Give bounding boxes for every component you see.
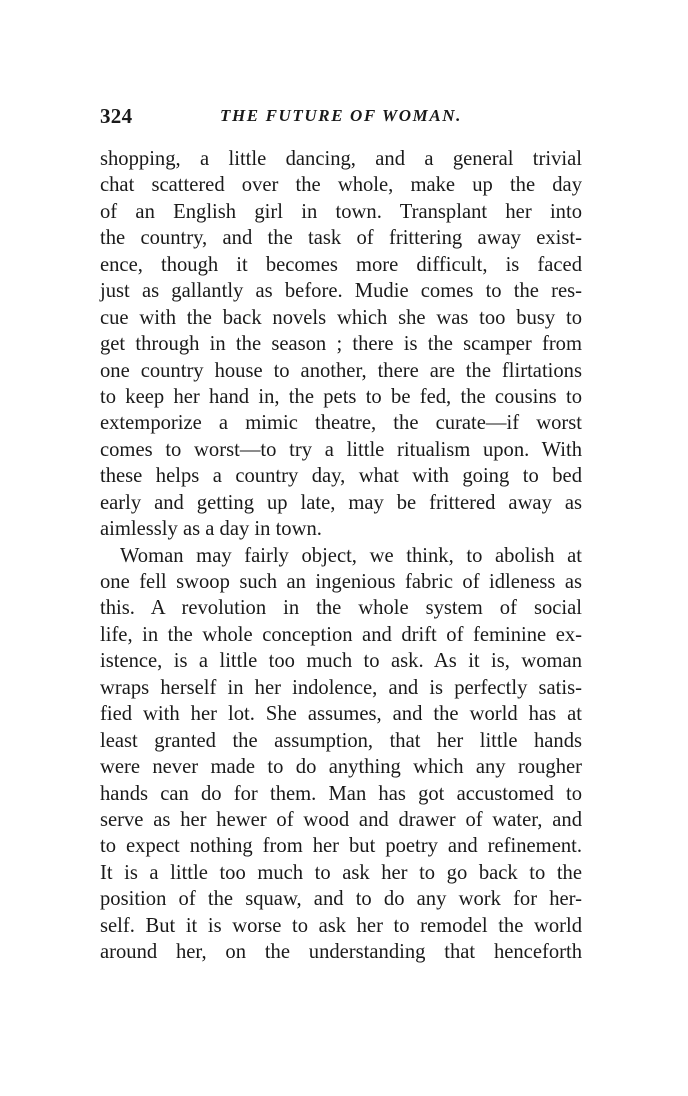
running-head	[100, 103, 582, 129]
text-line: comes to worst—to try a little ritualism upon. With	[100, 438, 582, 461]
text-line: get through in the season ; there is the scamper from	[100, 333, 582, 356]
text-line: extemporize a mimic theatre, the curate—if worst	[100, 412, 582, 435]
text-line: life, in the whole conception and drift of feminine ex-	[100, 623, 582, 646]
paragraph	[100, 146, 582, 543]
text-line: cue with the back novels which she was too busy to	[100, 306, 582, 329]
text-line: early and getting up late, may be frittered away as	[100, 491, 582, 514]
text-line: It is a little too much to ask her to go back to the	[100, 861, 582, 884]
running-title: THE FUTURE OF WOMAN.	[220, 106, 463, 125]
body-text	[100, 146, 582, 966]
text-line: ence, though it becomes more difficult, is faced	[100, 253, 582, 276]
text-line: just as gallantly as before. Mudie comes to the res-	[100, 280, 582, 303]
text-line: were never made to do anything which any rougher	[100, 756, 582, 779]
text-line: shopping, a little dancing, and a general trivial	[100, 148, 582, 170]
text-line: least granted the assumption, that her little hands	[100, 729, 582, 752]
paragraph	[100, 543, 582, 966]
text-line: of an English girl in town. Transplant her into	[100, 200, 582, 223]
text-line: serve as her hewer of wood and drawer of water, and	[100, 808, 582, 831]
text-line: one country house to another, there are the flirtations	[100, 359, 582, 382]
text-line: hands can do for them. Man has got accustomed to	[100, 782, 582, 805]
page-number: 324	[100, 104, 133, 128]
text-line: around her, on the understanding that henceforth	[100, 941, 582, 964]
text-line: to keep her hand in, the pets to be fed, the cousins to	[100, 385, 582, 408]
text-line: the country, and the task of frittering away exist-	[100, 227, 582, 250]
text-line: position of the squaw, and to do any work for her-	[100, 888, 582, 911]
text-line: wraps herself in her indolence, and is perfectly satis-	[100, 676, 582, 699]
text-line: one fell swoop such an ingenious fabric of idleness as	[100, 571, 582, 593]
text-line: Woman may fairly object, we think, to abolish at	[120, 544, 582, 567]
text-line: aimlessly as a day in town.	[100, 518, 322, 541]
text-line: this. A revolution in the whole system of social	[100, 597, 582, 620]
text-line: to expect nothing from her but poetry and refinement.	[100, 835, 582, 858]
text-line: these helps a country day, what with going to bed	[100, 465, 582, 488]
text-line: self. But it is worse to ask her to remodel the world	[100, 914, 582, 937]
text-line: fied with her lot. She assumes, and the world has at	[100, 703, 582, 726]
text-line: istence, is a little too much to ask. As it is, woman	[100, 650, 582, 673]
text-line: chat scattered over the whole, make up the day	[100, 174, 582, 197]
